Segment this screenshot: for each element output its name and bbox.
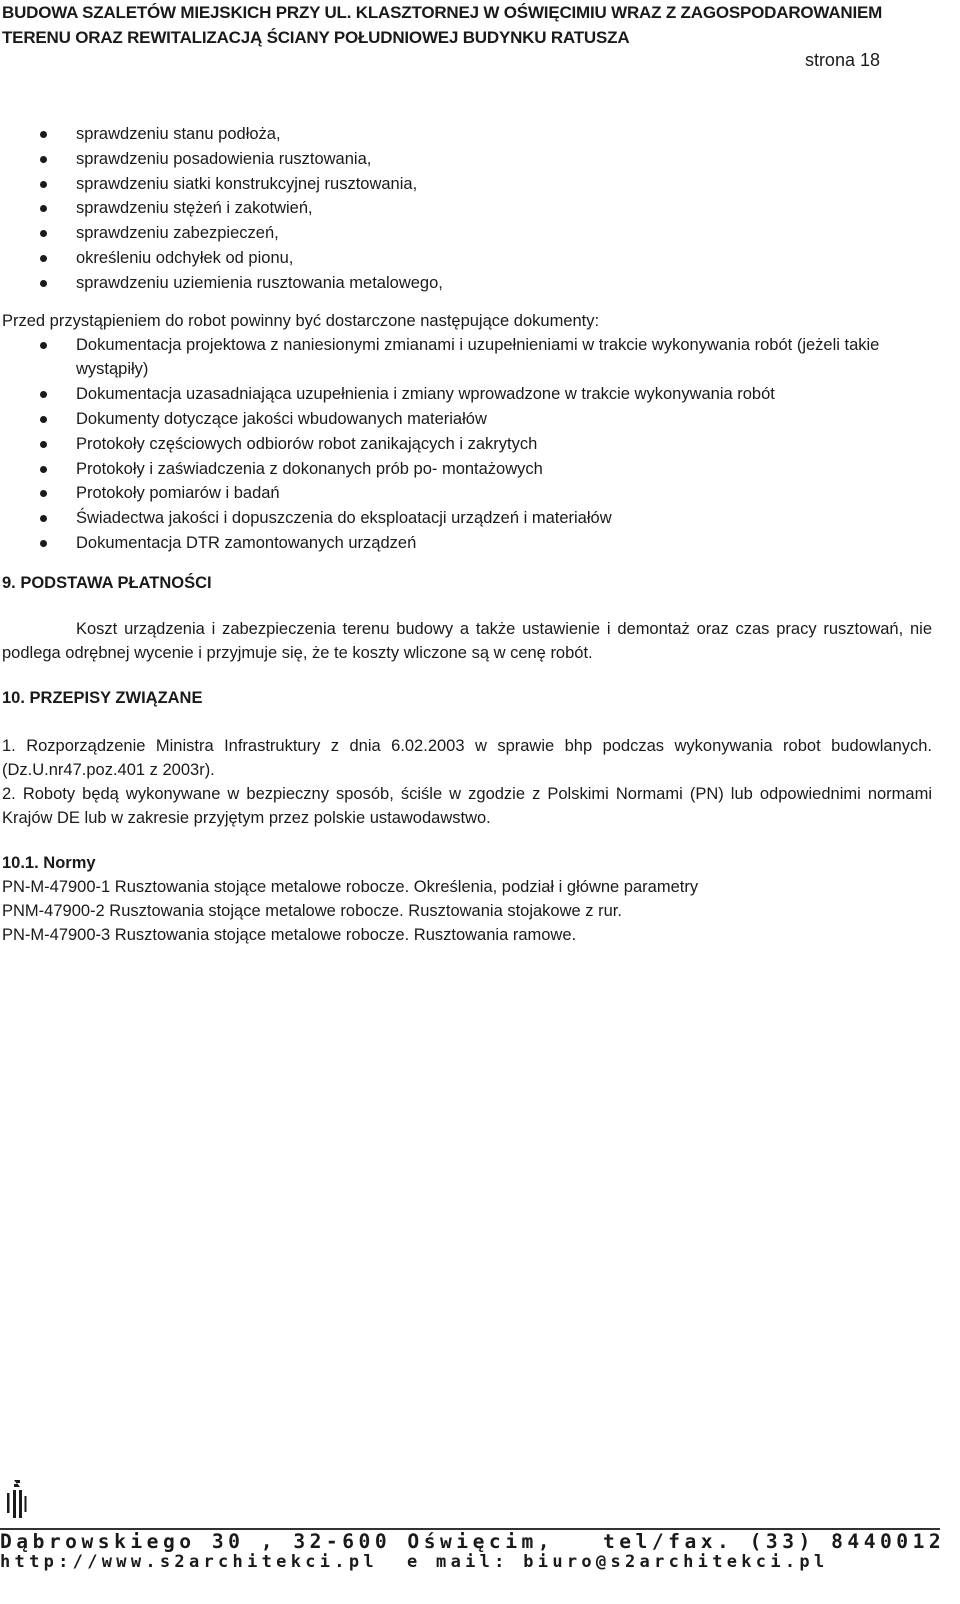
norm-item: PNM-47900-2 Rusztowania stojące metalowe robocze. Rusztowania stojakowe z rur.: [2, 901, 622, 920]
list-item: Świadectwa jakości i dopuszczenia do eksploatacji urządzeń i materiałów: [2, 506, 932, 531]
footer-contact: http://www.s2architekci.pl e mail: biuro@s2architekci.pl: [0, 1552, 829, 1572]
list-item: Protokoły pomiarów i badań: [2, 481, 932, 506]
list-item: sprawdzeniu siatki konstrukcyjnej rusztowania,: [2, 172, 932, 197]
list-item: sprawdzeniu stanu podłoża,: [2, 122, 932, 147]
s2-architekci-logo-icon: [4, 1478, 28, 1520]
list-item: sprawdzeniu uziemienia rusztowania metalowego,: [2, 271, 932, 296]
list-item: Dokumentacja projektowa z naniesionymi zmianami i uzupełnieniami w trakcie wykonywania robót (jeżeli takie wystąpiły): [2, 333, 932, 383]
page-footer: [0, 1468, 960, 1604]
norm-item: PN-M-47900-1 Rusztowania stojące metalowe robocze. Określenia, podział i główne parametry: [2, 877, 699, 896]
documents-list: [2, 333, 932, 556]
list-item: Protokoły częściowych odbiorów robot zanikających i zakrytych: [2, 432, 932, 457]
list-item: sprawdzeniu zabezpieczeń,: [2, 221, 932, 246]
page-number: strona 18: [804, 50, 880, 70]
document-body: [2, 122, 932, 947]
list-item: Dokumentacja DTR zamontowanych urządzeń: [2, 531, 932, 556]
list-item: sprawdzeniu posadowienia rusztowania,: [2, 147, 932, 172]
document-header: [2, 0, 958, 50]
regulation-item-1: 1. Rozporządzenie Ministra Infrastruktury z dnia 6.02.2003 w sprawie bhp podczas wykonywania robot budowlanych. (Dz.U.nr47.poz.401 z 2003r).: [2, 736, 932, 779]
list-item: sprawdzeniu stężeń i zakotwień,: [2, 196, 932, 221]
footer-address: Dąbrowskiego 30 , 32-600 Oświęcim, tel/fax. (33) 8440012: [0, 1530, 946, 1553]
document-title-line-2: TERENU ORAZ REWITALIZACJĄ ŚCIANY POŁUDNIOWEJ BUDYNKU RATUSZA: [2, 28, 630, 47]
list-item: Dokumenty dotyczące jakości wbudowanych materiałów: [2, 407, 932, 432]
section-10-1-heading: 10.1. Normy: [2, 853, 96, 872]
document-title-line-1: BUDOWA SZALETÓW MIEJSKICH PRZY UL. KLASZTORNEJ W OŚWIĘCIMIU WRAZ Z ZAGOSPODAROWANIEM: [2, 3, 883, 22]
section-9-heading: 9. PODSTAWA PŁATNOŚCI: [2, 573, 212, 592]
section-10-heading: 10. PRZEPISY ZWIĄZANE: [2, 688, 203, 707]
norm-item: PN-M-47900-3 Rusztowania stojące metalowe robocze. Rusztowania ramowe.: [2, 925, 577, 944]
list-item: Dokumentacja uzasadniająca uzupełnienia i zmiany wprowadzone w trakcie wykonywania robót: [2, 382, 932, 407]
list-item: określeniu odchyłek od pionu,: [2, 246, 932, 271]
section-9-text: Koszt urządzenia i zabezpieczenia terenu budowy a także ustawienie i demontaż oraz czas pracy rusztowań, nie podlega odrębnej wycenie i przyjmuje się, że te koszty wliczone są w cenę robót.: [2, 619, 932, 662]
regulation-item-2: 2. Roboty będą wykonywane w bezpieczny sposób, ściśle w zgodzie z Polskimi Normami (PN) lub odpowiednimi normami Krajów DE lub w zakresie przyjętym przez polskie ustawodawstwo.: [2, 784, 932, 827]
list-item: Protokoły i zaświadczenia z dokonanych prób po- montażowych: [2, 457, 932, 482]
check-list: [2, 122, 932, 296]
documents-intro: Przed przystąpieniem do robot powinny być dostarczone następujące dokumenty:: [2, 311, 600, 330]
